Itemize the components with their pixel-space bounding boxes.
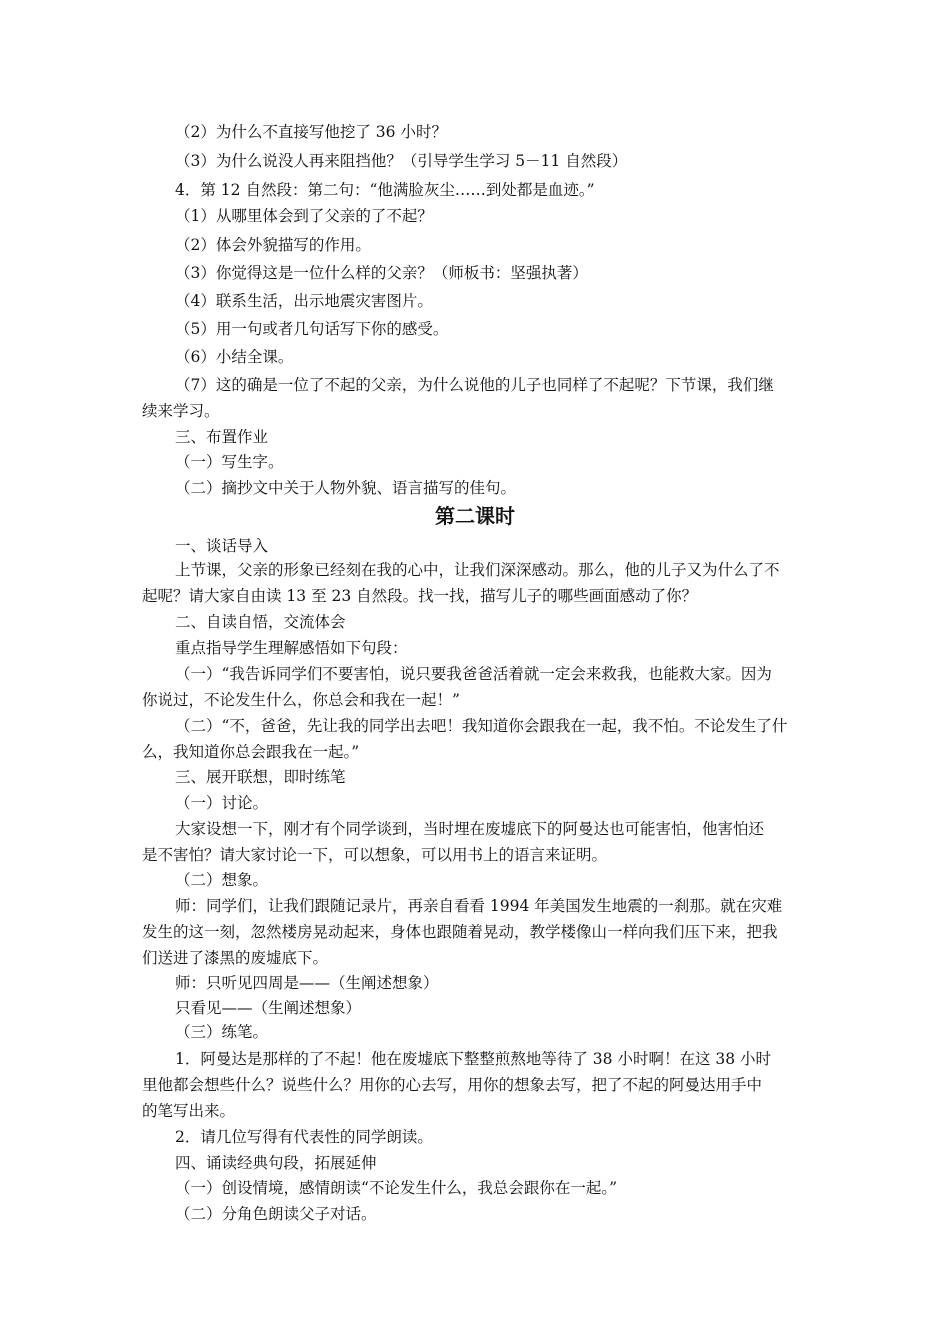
text-line: （二）想象。: [175, 871, 269, 889]
text-line: （7）这的确是一位了不起的父亲，为什么说他的儿子也同样了不起呢？下节课，我们继: [175, 376, 774, 394]
text-line: （3）你觉得这是一位什么样的父亲？（师板书：坚强执著）: [175, 264, 588, 282]
text-line: （5）用一句或者几句话写下你的感受。: [175, 320, 449, 338]
text-line: 续来学习。: [142, 402, 220, 420]
text-line: （一）写生字。: [175, 453, 284, 471]
text-line: 三、展开联想，即时练笔: [175, 768, 346, 786]
text-line: （二）分角色朗读父子对话。: [175, 1205, 377, 1223]
text-line: 2．请几位写得有代表性的同学朗读。: [175, 1128, 433, 1146]
text-line: （4）联系生活，出示地震灾害图片。: [175, 292, 433, 310]
text-line: （3）为什么说没人再来阻挡他？（引导学生学习 5－11 自然段）: [175, 152, 628, 170]
text-line: 四、诵读经典句段，拓展延伸: [175, 1154, 377, 1172]
text-line: 4．第 12 自然段：第二句：“他满脸灰尘……到处都是血迹。”: [175, 181, 595, 199]
text-line: 三、布置作业: [175, 428, 269, 446]
text-line: 里他都会想些什么？说些什么？用你的心去写，用你的想象去写，把了不起的阿曼达用手中: [142, 1076, 763, 1094]
text-line: （二）“不，爸爸，先让我的同学出去吧！我知道你会跟我在一起，我不怕。不论发生了什: [175, 717, 788, 735]
text-line: 是不害怕？请大家讨论一下，可以想象，可以用书上的语言来证明。: [142, 846, 608, 864]
text-line: （一）“我告诉同学们不要害怕，说只要我爸爸活着就一定会来救我，也能救大家。因为: [175, 665, 772, 683]
text-line: （一）讨论。: [175, 794, 269, 812]
text-line: 发生的这一刻，忽然楼房晃动起来，身体也跟随着晃动，教学楼像山一样向我们压下来，把我: [142, 923, 778, 941]
text-line: 的笔写出来。: [142, 1102, 236, 1120]
text-line: 么，我知道你总会跟我在一起。”: [142, 743, 360, 761]
text-line: 重点指导学生理解感悟如下句段：: [175, 639, 408, 657]
text-line: 一、谈话导入: [175, 537, 269, 555]
text-line: （6）小结全课。: [175, 348, 294, 366]
text-line: 师：同学们，让我们跟随记录片，再亲自看看 1994 年美国发生地震的一刹那。就在灾难: [175, 897, 783, 915]
section-heading: 第二课时: [435, 504, 515, 528]
text-line: 起呢？请大家自由读 13 至 23 自然段。找一找，描写儿子的哪些画面感动了你？: [142, 587, 698, 605]
text-line: （二）摘抄文中关于人物外貌、语言描写的佳句。: [175, 479, 517, 497]
text-line: （2）为什么不直接写他挖了 36 小时？: [175, 123, 447, 141]
text-line: （一）创设情境，感情朗读“不论发生什么，我总会跟你在一起。”: [175, 1179, 618, 1197]
text-line: （三）练笔。: [175, 1023, 269, 1041]
text-line: 1．阿曼达是那样的了不起！他在废墟底下整整煎熬地等待了 38 小时啊！在这 38 小时: [175, 1050, 772, 1068]
text-line: 大家设想一下，刚才有个同学谈到，当时埋在废墟底下的阿曼达也可能害怕，他害怕还: [175, 820, 765, 838]
text-line: （2）体会外貌描写的作用。: [175, 236, 371, 254]
text-line: 二、自读自悟，交流体会: [175, 613, 346, 631]
text-line: 上节课，父亲的形象已经刻在我的心中，让我们深深感动。那么，他的儿子又为什么了不: [175, 561, 780, 579]
text-line: 师：只听见四周是——（生阐述想象）: [175, 974, 439, 992]
text-line: （1）从哪里体会到了父亲的了不起？: [175, 207, 433, 225]
text-line: 们送进了漆黑的废墟底下。: [142, 949, 329, 967]
text-line: 只看见——（生阐述想象）: [175, 999, 362, 1017]
text-line: 你说过，不论发生什么，你总会和我在一起！”: [142, 691, 460, 709]
